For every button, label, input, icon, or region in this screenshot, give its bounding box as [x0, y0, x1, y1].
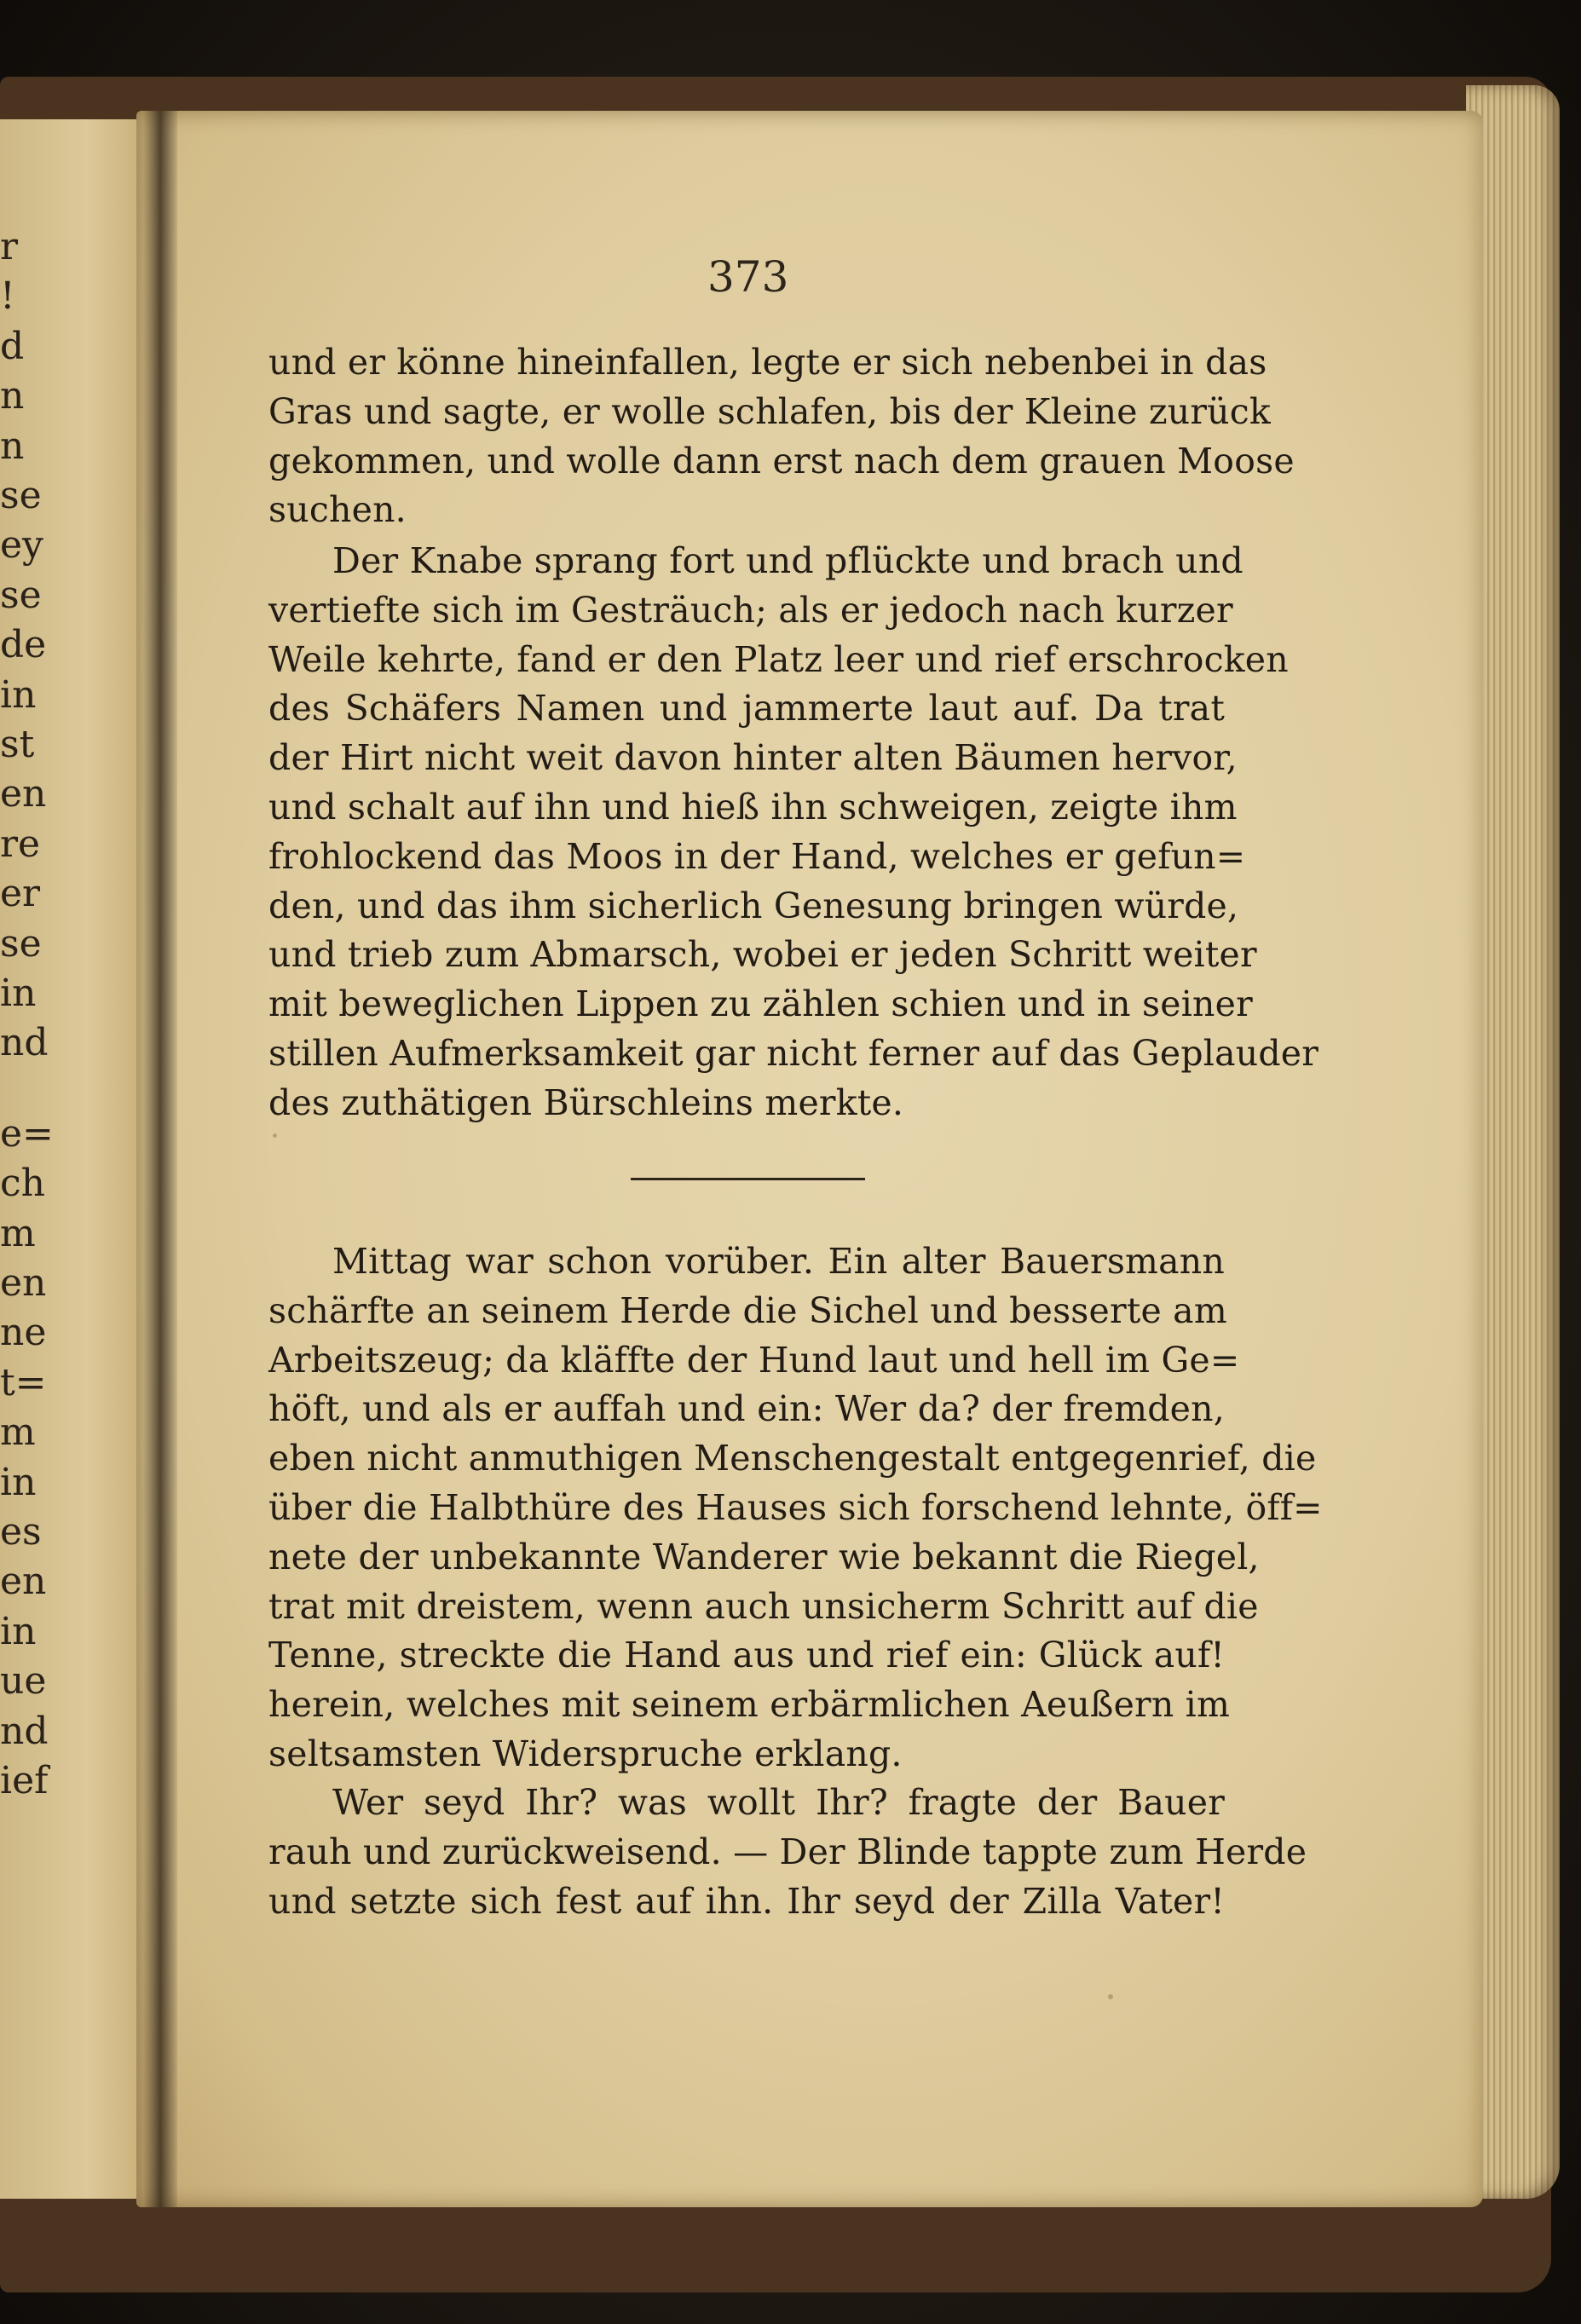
page-number: 373: [707, 252, 789, 302]
text-line: den, und das ihm sicherlich Genesung bringen würde,: [268, 885, 1239, 926]
left-page-text-fragment: ne: [0, 1311, 47, 1355]
text-line: höft, und als er auffah und ein: Wer da? der fremden,: [268, 1388, 1225, 1430]
left-page-text-fragment: in: [0, 672, 37, 717]
left-page-text-fragment: m: [0, 1410, 36, 1455]
paper-blemish: [1108, 1994, 1113, 1999]
text-line: des zuthätigen Bürschleins merkte.: [268, 1081, 904, 1123]
text-line: Der Knabe sprang fort und pflückte und brach und: [332, 540, 1243, 581]
text-line: seltsamsten Widerspruche erklang.: [268, 1733, 903, 1774]
gutter-shadow: [143, 111, 177, 2207]
text-line: vertiefte sich im Gesträuch; als er jedoch nach kurzer: [268, 589, 1233, 631]
text-line: suchen.: [268, 489, 407, 531]
text-line: Tenne, streckte die Hand aus und rief ein: Glück auf!: [268, 1635, 1225, 1676]
text-line: Weile kehrte, fand er den Platz leer und rief erschrocken: [268, 638, 1289, 680]
left-page-text-fragment: nd: [0, 1709, 49, 1753]
left-page-text-fragment: d: [0, 324, 25, 368]
left-page-text-fragment: es: [0, 1510, 42, 1554]
text-line: Wer seyd Ihr? was wollt Ihr? fragte der Bauer: [332, 1782, 1225, 1823]
left-page-text-fragment: e=: [0, 1111, 54, 1156]
text-line: herein, welches mit seinem erbärmlichen Aeußern im: [268, 1684, 1231, 1726]
text-line: frohlockend das Moos in der Hand, welches er gefun=: [268, 835, 1246, 877]
left-page-text-fragment: se: [0, 474, 42, 517]
left-page-text-fragment: ey: [0, 523, 43, 568]
text-line: nete der unbekannte Wanderer wie bekannt die Riegel,: [268, 1536, 1260, 1577]
text-line: Arbeitszeug; da kläffte der Hund laut und hell im Ge=: [268, 1339, 1240, 1381]
text-line: stillen Aufmerksamkeit gar nicht ferner auf das Geplauder: [268, 1033, 1319, 1074]
text-line: und trieb zum Abmarsch, wobei er jeden Schritt weiter: [268, 934, 1257, 976]
text-line: trat mit dreistem, wenn auch unsicherm Schritt auf die: [268, 1585, 1259, 1627]
left-page-text-fragment: n: [0, 424, 25, 468]
paper-blemish: [273, 1133, 277, 1138]
left-page-text-fragment: in: [0, 1460, 37, 1504]
left-page-text-fragment: in: [0, 972, 37, 1015]
text-line: Gras und sagte, er wolle schlafen, bis der Kleine zurück: [268, 390, 1271, 432]
text-line: und setzte sich fest auf ihn. Ihr seyd der Zilla Vater!: [268, 1880, 1225, 1922]
text-line: schärfte an seinem Herde die Sichel und besserte am: [268, 1289, 1227, 1331]
text-line: und schalt auf ihn und hieß ihn schweigen, zeigte ihm: [268, 787, 1238, 828]
left-page-text-fragment: se: [0, 921, 42, 966]
text-line: über die Halbthüre des Hauses sich forschend lehnte, öff=: [268, 1487, 1323, 1528]
section-separator-rule: [631, 1178, 865, 1180]
text-line: gekommen, und wolle dann erst nach dem grauen Moose: [268, 440, 1295, 482]
left-page-text-fragment: t=: [0, 1360, 47, 1404]
text-line: rauh und zurückweisend. — Der Blinde tappte zum Herde: [268, 1831, 1307, 1872]
left-page-text-fragment: !: [0, 274, 15, 319]
left-page-text-fragment: ief: [0, 1759, 49, 1802]
left-page-text-fragment: r: [0, 225, 19, 268]
left-page-text-fragment: ue: [0, 1659, 47, 1704]
left-page-text-fragment: st: [0, 723, 35, 766]
left-page-text-fragment: en: [0, 1261, 47, 1305]
left-page-text-fragment: in: [0, 1609, 37, 1653]
text-line: eben nicht anmuthigen Menschengestalt entgegenrief, die: [268, 1438, 1317, 1479]
text-line: des Schäfers Namen und jammerte laut auf. Da trat: [268, 688, 1225, 729]
left-page-text-fragment: de: [0, 623, 47, 667]
left-facing-page: [0, 119, 158, 2199]
text-line: der Hirt nicht weit davon hinter alten Bäumen hervor,: [268, 737, 1238, 779]
left-page-text-fragment: en: [0, 1560, 47, 1604]
left-page-text-fragment: en: [0, 772, 47, 816]
text-line: und er könne hineinfallen, legte er sich nebenbei in das: [268, 342, 1267, 383]
left-page-text-fragment: ch: [0, 1162, 45, 1206]
left-page-text-fragment: re: [0, 822, 41, 866]
left-page-text-fragment: er: [0, 872, 41, 916]
left-page-text-fragment: se: [0, 573, 42, 617]
left-page-text-fragment: nd: [0, 1021, 49, 1065]
text-line: Mittag war schon vorüber. Ein alter Bauersmann: [332, 1241, 1225, 1282]
left-page-text-fragment: m: [0, 1211, 36, 1255]
text-line: mit beweglichen Lippen zu zählen schien und in seiner: [268, 983, 1253, 1025]
left-page-text-fragment: n: [0, 374, 25, 418]
